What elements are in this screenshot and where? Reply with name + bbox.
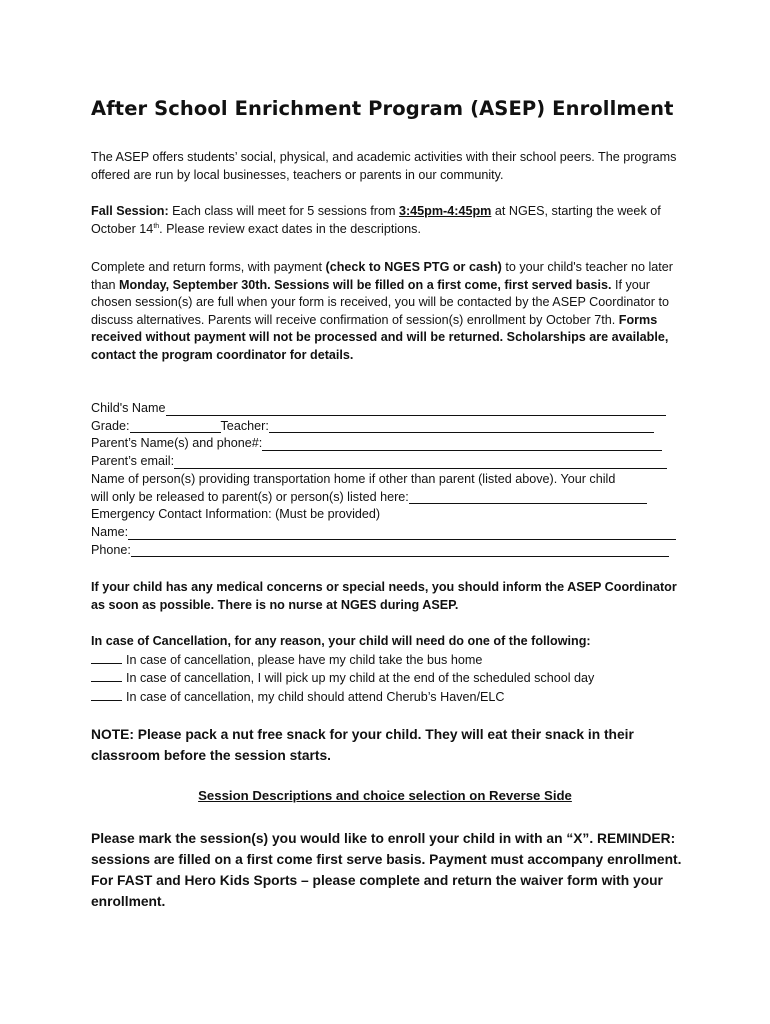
emergency-label: Emergency Contact Information: (Must be provided) [91,507,381,522]
session-time: 3:45pm-4:45pm [398,204,492,218]
grade-field[interactable] [130,419,221,433]
child-name-field[interactable] [166,402,666,416]
fall-session-text-b: at NGES, starting the week of October 14 [91,204,661,236]
transport-row-1 [91,471,691,489]
transport-field[interactable] [409,490,647,504]
return-text-3: If your chosen session(s) are full when your form is received, you will be contacted by the ASEP Coordinator to discuss alternatives. Parents will receive confirmation of session(s) enrollment by October 7th. [91,277,669,327]
transport-row-2 [91,489,691,507]
fall-session-paragraph [91,203,691,238]
medical-notice: If your child has any medical concerns or special needs, you should inform the ASEP Coordinator as soon as possible. There is no nurse at NGES during ASEP. [91,580,677,612]
cancellation-option-elc [91,688,691,707]
session-descriptions-heading: Session Descriptions and choice selection on Reverse Side [198,788,572,803]
cancellation-option-pickup [91,669,691,688]
child-name-label: Child's Name [91,401,166,415]
emergency-phone-label: Phone: [91,542,131,557]
return-forms-paragraph [91,259,691,365]
cancellation-option-elc-label: In case of cancellation, my child should attend Cherub’s Haven/ELC [126,689,505,704]
grade-teacher-row [91,418,691,436]
grade-label: Grade: [91,418,130,433]
child-name-row [91,400,691,418]
enrollment-instructions: Please mark the session(s) you would like to enroll your child in with an “X”. REMINDER: sessions are filled on a first come first serve basis. Payment must accompany enrollment. For FAST and Hero Kids Sports – please complete and return the waiver form with your enrollment. [91,831,682,909]
parent-names-field[interactable] [262,437,662,451]
emergency-phone-field[interactable] [131,543,669,557]
parent-email-field[interactable] [174,455,667,469]
transport-text-1: Name of person(s) providing transportation home if other than parent (listed above). Your child [91,471,616,486]
fall-session-text-a: Each class will meet for 5 sessions from [168,204,399,218]
intro-paragraph: The ASEP offers students’ social, physical, and academic activities with their school peers. The programs offered are run by local businesses, teachers or parents in our community. [91,150,677,182]
cancellation-option-elc-blank[interactable] [91,688,122,701]
fall-session-label: Fall Session: [91,204,169,218]
payment-warning: Forms received without payment will not be processed and will be returned. Scholarships are available, contact the program coordinator for details. [91,312,669,362]
transport-text-2: will only be released to parent(s) or person(s) listed here: [91,489,409,504]
cancellation-option-bus [91,651,691,670]
teacher-field[interactable] [269,419,654,433]
parent-email-row [91,453,691,471]
student-info-fields [91,400,691,559]
parent-names-row [91,435,691,453]
fall-session-text-c: . Please review exact dates in the descriptions. [159,221,421,236]
cancellation-option-bus-label: In case of cancellation, please have my child take the bus home [126,652,483,667]
cancellation-option-pickup-label: In case of cancellation, I will pick up my child at the end of the scheduled school day [126,671,595,686]
return-text-2: to your child's teacher no later than [91,260,673,292]
deadline-text: Monday, September 30th. Sessions will be filled on a first come, first served basis. [119,277,612,292]
return-text-1: Complete and return forms, with payment [91,260,326,274]
payment-method: (check to NGES PTG or cash) [325,260,502,274]
emergency-row [91,506,691,524]
emergency-name-row [91,524,691,542]
emergency-name-field[interactable] [128,526,676,540]
parent-names-label: Parent’s Name(s) and phone#: [91,436,263,451]
cancellation-option-bus-blank[interactable] [91,651,122,664]
page-title: After School Enrichment Program (ASEP) Enrollment [91,97,674,120]
fall-session-sup: th [153,222,160,230]
snack-note: NOTE: Please pack a nut free snack for your child. They will eat their snack in their classroom before the session starts. [91,727,634,763]
parent-email-label: Parent’s email: [91,454,175,469]
cancellation-section [91,633,691,706]
cancellation-heading: In case of Cancellation, for any reason, your child will need do one of the following: [91,634,591,648]
emergency-phone-row [91,542,691,560]
cancellation-option-pickup-blank[interactable] [91,669,122,682]
teacher-label: Teacher: [220,418,269,433]
emergency-name-label: Name: [91,524,129,539]
